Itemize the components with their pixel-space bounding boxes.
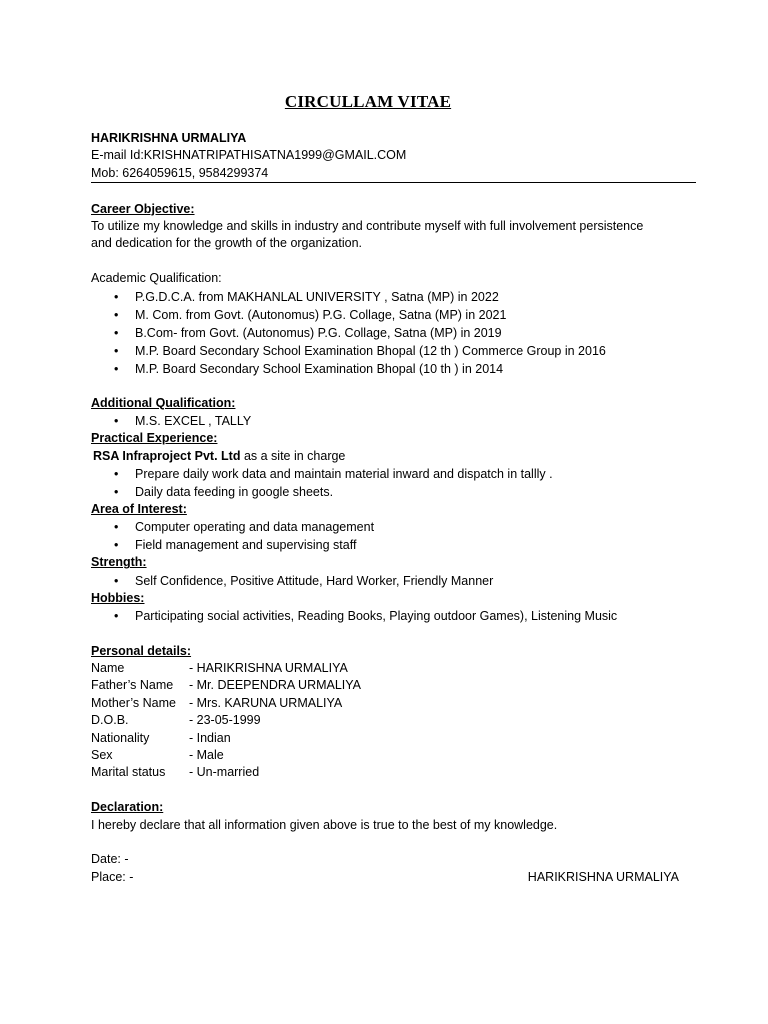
document-title: CIRCULLAM VITAE: [284, 92, 452, 111]
personal-value: - Indian: [189, 730, 231, 745]
personal-value: - HARIKRISHNA URMALIYA: [189, 661, 348, 676]
academic-item: • M.P. Board Secondary School Examination Bhopal (12 th ) Commerce Group in 2016: [91, 342, 701, 360]
personal-value: - Mrs. KARUNA URMALIYA: [189, 695, 343, 710]
academic-list: [91, 288, 701, 378]
academic-item: • P.G.D.C.A. from MAKHANLAL UNIVERSITY , Satna (MP) in 2022: [91, 288, 701, 306]
career-objective-heading: Career Objective:: [91, 201, 195, 216]
strength-heading: Strength:: [91, 555, 147, 570]
declaration-heading: Declaration:: [91, 800, 164, 815]
email-line: E-mail Id:KRISHNATRIPATHISATNA1999@GMAIL.COM: [91, 148, 407, 163]
practical-company-line: [91, 448, 701, 465]
strength-list: [91, 572, 701, 590]
interest-list: [91, 518, 701, 554]
cv-content: [91, 130, 701, 886]
practical-item: • Daily data feeding in google sheets.: [91, 483, 701, 501]
career-objective-line-1: To utilize my knowledge and skills in industry and contribute myself with full involvement persistence: [91, 218, 644, 233]
personal-label: Nationality: [91, 730, 150, 745]
place-signature-row: [91, 869, 679, 886]
hobbies-item: • Participating social activities, Reading Books, Playing outdoor Games), Listening Music: [91, 607, 701, 625]
interest-item: • Field management and supervising staff: [91, 536, 701, 554]
personal-row: [91, 730, 701, 747]
personal-row: [91, 677, 701, 694]
personal-value: - 23-05-1999: [189, 713, 261, 728]
personal-value: - Mr. DEEPENDRA URMALIYA: [189, 678, 362, 693]
academic-heading: Academic Qualification:: [91, 271, 222, 286]
personal-row: [91, 660, 701, 677]
academic-item: • B.Com- from Govt. (Autonomus) P.G. Collage, Satna (MP) in 2019: [91, 324, 701, 342]
personal-label: Mother’s Name: [91, 695, 176, 710]
personal-heading: Personal details:: [91, 643, 192, 658]
date-line: Date: -: [91, 852, 129, 867]
personal-label: Name: [91, 661, 125, 676]
additional-list: [91, 412, 701, 430]
personal-row: [91, 747, 701, 764]
interest-heading: Area of Interest:: [91, 502, 187, 517]
company-role: as a site in charge: [240, 448, 346, 463]
personal-label: Marital status: [91, 765, 166, 780]
additional-heading: Additional Qualification:: [91, 395, 236, 410]
personal-row: [91, 695, 701, 712]
strength-item: • Self Confidence, Positive Attitude, Hard Worker, Friendly Manner: [91, 572, 701, 590]
hobbies-list: [91, 607, 701, 625]
practical-list: [91, 465, 701, 501]
personal-value: - Male: [189, 747, 224, 762]
academic-item: • M.P. Board Secondary School Examination Bhopal (10 th ) in 2014: [91, 360, 701, 378]
personal-row: [91, 712, 701, 729]
additional-item: • M.S. EXCEL , TALLY: [91, 412, 701, 430]
personal-row: [91, 764, 701, 781]
mobile-line: Mob: 6264059615, 9584299374: [91, 165, 696, 183]
hobbies-heading: Hobbies:: [91, 590, 145, 605]
academic-item: • M. Com. from Govt. (Autonomus) P.G. Collage, Satna (MP) in 2021: [91, 306, 701, 324]
personal-value: - Un-married: [189, 765, 260, 780]
practical-heading: Practical Experience:: [91, 431, 218, 446]
place-line: Place: -: [91, 869, 134, 884]
declaration-text: I hereby declare that all information given above is true to the best of my knowledge.: [91, 817, 558, 832]
candidate-name: HARIKRISHNA URMALIYA: [91, 131, 247, 145]
interest-item: • Computer operating and data management: [91, 518, 701, 536]
personal-label: Father’s Name: [91, 678, 174, 693]
signature-name: HARIKRISHNA URMALIYA: [527, 869, 679, 884]
practical-item: • Prepare daily work data and maintain material inward and dispatch in tallly .: [91, 465, 701, 483]
company-name: RSA Infraproject Pvt. Ltd: [93, 448, 241, 463]
personal-label: Sex: [91, 747, 113, 762]
career-objective-line-2: and dedication for the growth of the organization.: [91, 236, 363, 251]
personal-label: D.O.B.: [91, 713, 129, 728]
